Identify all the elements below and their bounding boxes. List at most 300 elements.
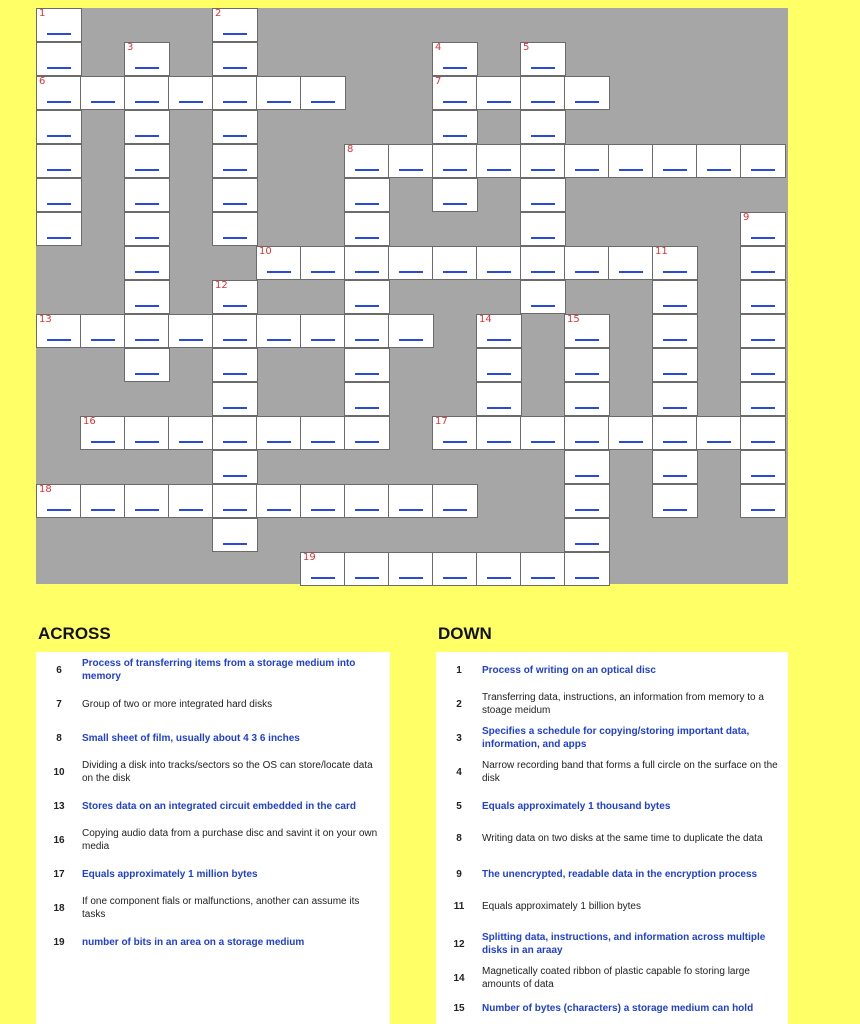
letter-input[interactable] — [663, 287, 687, 307]
letter-input[interactable] — [575, 355, 599, 375]
grid-cell — [168, 76, 214, 110]
clue-number: 14 — [479, 314, 492, 325]
grid-cell — [520, 42, 566, 76]
clue-number: 18 — [39, 484, 52, 495]
letter-input[interactable] — [267, 83, 291, 103]
grid-cell — [212, 76, 258, 110]
clue-text: The unencrypted, readable data in the encryption process — [482, 868, 758, 880]
letter-input[interactable] — [179, 321, 203, 341]
clue-number: 2 — [456, 698, 462, 710]
grid-cell — [476, 246, 522, 280]
letter-input[interactable] — [663, 321, 687, 341]
grid-cell — [168, 314, 214, 348]
letter-input[interactable] — [443, 423, 467, 443]
letter-input[interactable] — [355, 219, 379, 239]
across-clue-13 — [36, 796, 390, 816]
clue-number: 12 — [215, 280, 228, 291]
letter-input[interactable] — [531, 83, 555, 103]
letter-input[interactable] — [91, 423, 115, 443]
down-clue-15 — [436, 998, 788, 1018]
clue-text: Magnetically coated ribbon of plastic capable fo storing large amounts of data — [482, 966, 750, 990]
grid-cell — [476, 382, 522, 416]
clue-number: 16 — [53, 834, 65, 846]
clue-text: Splitting data, instructions, and information across multiple disks in an araay — [482, 932, 766, 956]
grid-cell — [564, 246, 610, 280]
grid-cell — [124, 484, 170, 518]
down-clue-12 — [436, 928, 788, 960]
letter-input[interactable] — [663, 355, 687, 375]
letter-input[interactable] — [575, 83, 599, 103]
grid-cell — [564, 314, 610, 348]
letter-input[interactable] — [135, 253, 159, 273]
across-clue-17 — [36, 864, 390, 884]
grid-cell — [740, 212, 786, 246]
letter-input[interactable] — [487, 83, 511, 103]
grid-cell — [652, 382, 698, 416]
letter-input[interactable] — [311, 253, 335, 273]
grid-cell — [256, 416, 302, 450]
grid-cell — [344, 178, 390, 212]
letter-input[interactable] — [663, 389, 687, 409]
letter-input[interactable] — [751, 423, 775, 443]
letter-input[interactable] — [751, 287, 775, 307]
letter-input[interactable] — [135, 287, 159, 307]
letter-input[interactable] — [135, 355, 159, 375]
clue-number: 10 — [259, 246, 272, 257]
grid-cell — [432, 144, 478, 178]
letter-input[interactable] — [355, 389, 379, 409]
grid-cell — [740, 246, 786, 280]
letter-input[interactable] — [487, 355, 511, 375]
down-clue-8 — [436, 828, 788, 848]
letter-input[interactable] — [223, 219, 247, 239]
clue-number: 4 — [435, 42, 442, 53]
grid-cell — [80, 76, 126, 110]
down-heading: DOWN — [438, 624, 492, 643]
clue-number: 15 — [453, 1002, 465, 1014]
letter-input[interactable] — [355, 321, 379, 341]
grid-cell — [36, 76, 82, 110]
letter-input[interactable] — [355, 423, 379, 443]
down-clue-3 — [436, 722, 788, 754]
letter-input[interactable] — [399, 321, 423, 341]
grid-cell — [36, 8, 82, 42]
letter-input[interactable] — [575, 559, 599, 579]
grid-cell — [564, 518, 610, 552]
clue-number: 17 — [435, 416, 448, 427]
grid-cell — [564, 450, 610, 484]
letter-input[interactable] — [267, 491, 291, 511]
grid-cell — [36, 110, 82, 144]
letter-input[interactable] — [751, 355, 775, 375]
letter-input[interactable] — [355, 253, 379, 273]
grid-cell — [652, 144, 698, 178]
clue-text: Writing data on two disks at the same time to duplicate the data — [482, 832, 763, 844]
letter-input[interactable] — [135, 423, 159, 443]
down-clue-4 — [436, 756, 788, 788]
clue-number: 9 — [456, 868, 462, 880]
letter-input[interactable] — [531, 49, 555, 69]
letter-input[interactable] — [619, 253, 643, 273]
grid-cell — [36, 144, 82, 178]
letter-input[interactable] — [355, 287, 379, 307]
letter-input[interactable] — [531, 219, 555, 239]
letter-input[interactable] — [47, 491, 71, 511]
grid-cell — [520, 280, 566, 314]
letter-input[interactable] — [311, 423, 335, 443]
letter-input[interactable] — [399, 559, 423, 579]
grid-cell — [476, 416, 522, 450]
grid-cell — [520, 76, 566, 110]
clue-text: number of bits in an area on a storage medium — [82, 936, 305, 948]
grid-cell — [344, 552, 390, 586]
letter-input[interactable] — [355, 491, 379, 511]
letter-input[interactable] — [487, 389, 511, 409]
letter-input[interactable] — [47, 321, 71, 341]
clue-text: Narrow recording band that forms a full circle on the surface on the disk — [482, 760, 778, 784]
letter-input[interactable] — [663, 423, 687, 443]
letter-input[interactable] — [47, 83, 71, 103]
across-clue-19 — [36, 932, 390, 952]
letter-input[interactable] — [443, 185, 467, 205]
grid-cell — [124, 416, 170, 450]
letter-input[interactable] — [135, 151, 159, 171]
grid-cell — [300, 416, 346, 450]
letter-input[interactable] — [443, 559, 467, 579]
clue-number: 11 — [655, 246, 668, 257]
letter-input[interactable] — [751, 321, 775, 341]
grid-cell — [256, 76, 302, 110]
letter-input[interactable] — [223, 117, 247, 137]
clue-number: 9 — [743, 212, 750, 223]
letter-input[interactable] — [135, 49, 159, 69]
grid-cell — [432, 552, 478, 586]
clue-number: 6 — [39, 76, 46, 87]
grid-cell — [476, 76, 522, 110]
letter-input[interactable] — [663, 253, 687, 273]
letter-input[interactable] — [443, 49, 467, 69]
letter-input[interactable] — [135, 491, 159, 511]
grid-cell — [696, 144, 742, 178]
grid-cell — [652, 280, 698, 314]
letter-input[interactable] — [179, 423, 203, 443]
clue-number: 8 — [456, 832, 462, 844]
letter-input[interactable] — [487, 253, 511, 273]
letter-input[interactable] — [223, 321, 247, 341]
across-clues-panel — [36, 652, 390, 1024]
clue-number: 11 — [453, 900, 465, 912]
clue-number: 2 — [215, 8, 222, 19]
grid-cell — [696, 416, 742, 450]
grid-cell — [652, 416, 698, 450]
letter-input[interactable] — [135, 185, 159, 205]
letter-input[interactable] — [575, 491, 599, 511]
clue-number: 14 — [453, 972, 465, 984]
grid-cell — [432, 178, 478, 212]
clue-text: Stores data on an integrated circuit embedded in the card — [82, 800, 356, 812]
letter-input[interactable] — [223, 389, 247, 409]
letter-input[interactable] — [47, 117, 71, 137]
letter-input[interactable] — [531, 287, 555, 307]
letter-input[interactable] — [619, 151, 643, 171]
across-clue-8 — [36, 728, 390, 748]
grid-cell — [256, 314, 302, 348]
grid-cell — [36, 314, 82, 348]
letter-input[interactable] — [399, 253, 423, 273]
grid-cell — [740, 314, 786, 348]
letter-input[interactable] — [751, 253, 775, 273]
letter-input[interactable] — [47, 15, 71, 35]
grid-cell — [520, 416, 566, 450]
letter-input[interactable] — [311, 491, 335, 511]
letter-input[interactable] — [223, 83, 247, 103]
clue-number: 16 — [83, 416, 96, 427]
letter-input[interactable] — [531, 559, 555, 579]
grid-cell — [432, 42, 478, 76]
letter-input[interactable] — [751, 219, 775, 239]
clue-text: Group of two or more integrated hard disks — [82, 698, 273, 710]
grid-cell — [740, 450, 786, 484]
down-clue-2 — [436, 688, 788, 720]
grid-cell — [212, 450, 258, 484]
letter-input[interactable] — [575, 525, 599, 545]
letter-input[interactable] — [487, 559, 511, 579]
grid-cell — [344, 144, 390, 178]
letter-input[interactable] — [443, 491, 467, 511]
clue-number: 18 — [53, 902, 65, 914]
grid-cell — [432, 110, 478, 144]
grid-cell — [564, 76, 610, 110]
across-heading: ACROSS — [38, 624, 111, 643]
clue-text: Process of writing on an optical disc — [482, 664, 656, 676]
letter-input[interactable] — [223, 355, 247, 375]
grid-cell — [652, 348, 698, 382]
grid-cell — [608, 246, 654, 280]
letter-input[interactable] — [663, 457, 687, 477]
grid-cell — [740, 348, 786, 382]
clue-text: Equals approximately 1 thousand bytes — [482, 800, 671, 812]
clue-text: Transferring data, instructions, an information from memory to a stoage meidum — [482, 692, 764, 716]
letter-input[interactable] — [47, 151, 71, 171]
across-clue-10 — [36, 756, 390, 788]
grid-cell — [564, 348, 610, 382]
grid-cell — [388, 246, 434, 280]
clue-number: 19 — [303, 552, 316, 563]
letter-input[interactable] — [751, 457, 775, 477]
letter-input[interactable] — [487, 423, 511, 443]
grid-cell — [212, 314, 258, 348]
letter-input[interactable] — [575, 457, 599, 477]
grid-cell — [652, 484, 698, 518]
letter-input[interactable] — [47, 185, 71, 205]
letter-input[interactable] — [135, 219, 159, 239]
grid-cell — [520, 144, 566, 178]
letter-input[interactable] — [135, 117, 159, 137]
letter-input[interactable] — [135, 321, 159, 341]
clue-number: 1 — [39, 8, 46, 19]
grid-cell — [212, 484, 258, 518]
crossword-grid — [36, 8, 788, 584]
grid-cell — [564, 484, 610, 518]
letter-input[interactable] — [355, 355, 379, 375]
grid-cell — [740, 484, 786, 518]
grid-cell — [564, 144, 610, 178]
down-clue-1 — [436, 660, 788, 680]
clue-number: 3 — [456, 732, 462, 744]
grid-cell — [476, 144, 522, 178]
letter-input[interactable] — [179, 83, 203, 103]
letter-input[interactable] — [267, 423, 291, 443]
letter-input[interactable] — [663, 151, 687, 171]
grid-cell — [212, 178, 258, 212]
letter-input[interactable] — [443, 151, 467, 171]
letter-input[interactable] — [443, 117, 467, 137]
letter-input[interactable] — [487, 321, 511, 341]
letter-input[interactable] — [531, 423, 555, 443]
letter-input[interactable] — [91, 83, 115, 103]
letter-input[interactable] — [355, 185, 379, 205]
clue-text: Equals approximately 1 billion bytes — [482, 900, 641, 912]
grid-cell — [344, 484, 390, 518]
clue-text: Specifies a schedule for copying/storing important data, information, and apps — [482, 726, 750, 750]
letter-input[interactable] — [223, 185, 247, 205]
clue-number: 17 — [53, 868, 65, 880]
letter-input[interactable] — [531, 117, 555, 137]
letter-input[interactable] — [751, 491, 775, 511]
grid-cell — [432, 76, 478, 110]
letter-input[interactable] — [311, 83, 335, 103]
letter-input[interactable] — [487, 151, 511, 171]
grid-cell — [212, 212, 258, 246]
letter-input[interactable] — [223, 457, 247, 477]
grid-cell — [740, 280, 786, 314]
down-clue-5 — [436, 796, 788, 816]
letter-input[interactable] — [707, 151, 731, 171]
grid-cell — [476, 314, 522, 348]
grid-cell — [124, 246, 170, 280]
letter-input[interactable] — [399, 151, 423, 171]
across-clue-6 — [36, 660, 390, 680]
clue-number: 19 — [53, 936, 65, 948]
grid-cell — [564, 552, 610, 586]
letter-input[interactable] — [663, 491, 687, 511]
letter-input[interactable] — [707, 423, 731, 443]
grid-cell — [124, 280, 170, 314]
grid-cell — [256, 246, 302, 280]
letter-input[interactable] — [531, 151, 555, 171]
letter-input[interactable] — [751, 151, 775, 171]
grid-cell — [212, 8, 258, 42]
grid-cell — [124, 42, 170, 76]
letter-input[interactable] — [751, 389, 775, 409]
grid-cell — [388, 552, 434, 586]
grid-cell — [652, 314, 698, 348]
letter-input[interactable] — [267, 321, 291, 341]
grid-cell — [388, 144, 434, 178]
clue-number: 5 — [523, 42, 530, 53]
clue-number: 10 — [53, 766, 65, 778]
grid-cell — [432, 416, 478, 450]
letter-input[interactable] — [355, 151, 379, 171]
grid-cell — [740, 382, 786, 416]
letter-input[interactable] — [223, 15, 247, 35]
grid-cell — [36, 178, 82, 212]
letter-input[interactable] — [619, 423, 643, 443]
grid-cell — [344, 416, 390, 450]
clue-number: 15 — [567, 314, 580, 325]
clue-number: 5 — [456, 800, 462, 812]
grid-cell — [212, 280, 258, 314]
letter-input[interactable] — [91, 321, 115, 341]
across-clue-18 — [36, 892, 390, 924]
grid-cell — [300, 484, 346, 518]
grid-cell — [124, 76, 170, 110]
grid-cell — [652, 450, 698, 484]
letter-input[interactable] — [531, 185, 555, 205]
grid-cell — [212, 518, 258, 552]
across-clue-16 — [36, 824, 390, 856]
letter-input[interactable] — [575, 423, 599, 443]
grid-cell — [300, 552, 346, 586]
letter-input[interactable] — [135, 83, 159, 103]
grid-cell — [124, 144, 170, 178]
grid-cell — [608, 416, 654, 450]
letter-input[interactable] — [179, 491, 203, 511]
letter-input[interactable] — [311, 559, 335, 579]
letter-input[interactable] — [91, 491, 115, 511]
letter-input[interactable] — [311, 321, 335, 341]
letter-input[interactable] — [575, 151, 599, 171]
letter-input[interactable] — [575, 389, 599, 409]
clue-text: Number of bytes (characters) a storage medium can hold — [482, 1002, 754, 1014]
grid-cell — [36, 484, 82, 518]
grid-cell — [212, 144, 258, 178]
grid-cell — [740, 144, 786, 178]
letter-input[interactable] — [443, 253, 467, 273]
letter-input[interactable] — [223, 525, 247, 545]
grid-cell — [344, 280, 390, 314]
grid-cell — [124, 314, 170, 348]
grid-cell — [520, 178, 566, 212]
grid-cell — [212, 382, 258, 416]
letter-input[interactable] — [223, 287, 247, 307]
grid-cell — [740, 416, 786, 450]
letter-input[interactable] — [531, 253, 555, 273]
grid-cell — [212, 110, 258, 144]
grid-cell — [212, 416, 258, 450]
letter-input[interactable] — [223, 491, 247, 511]
letter-input[interactable] — [223, 49, 247, 69]
letter-input[interactable] — [355, 559, 379, 579]
grid-cell — [300, 76, 346, 110]
letter-input[interactable] — [47, 49, 71, 69]
grid-cell — [520, 212, 566, 246]
grid-cell — [212, 42, 258, 76]
clue-number: 7 — [56, 698, 62, 710]
letter-input[interactable] — [575, 253, 599, 273]
grid-cell — [388, 314, 434, 348]
letter-input[interactable] — [575, 321, 599, 341]
letter-input[interactable] — [223, 423, 247, 443]
letter-input[interactable] — [399, 491, 423, 511]
letter-input[interactable] — [443, 83, 467, 103]
down-clue-9 — [436, 864, 788, 884]
grid-cell — [344, 314, 390, 348]
grid-cell — [168, 416, 214, 450]
letter-input[interactable] — [47, 219, 71, 239]
letter-input[interactable] — [267, 253, 291, 273]
letter-input[interactable] — [223, 151, 247, 171]
